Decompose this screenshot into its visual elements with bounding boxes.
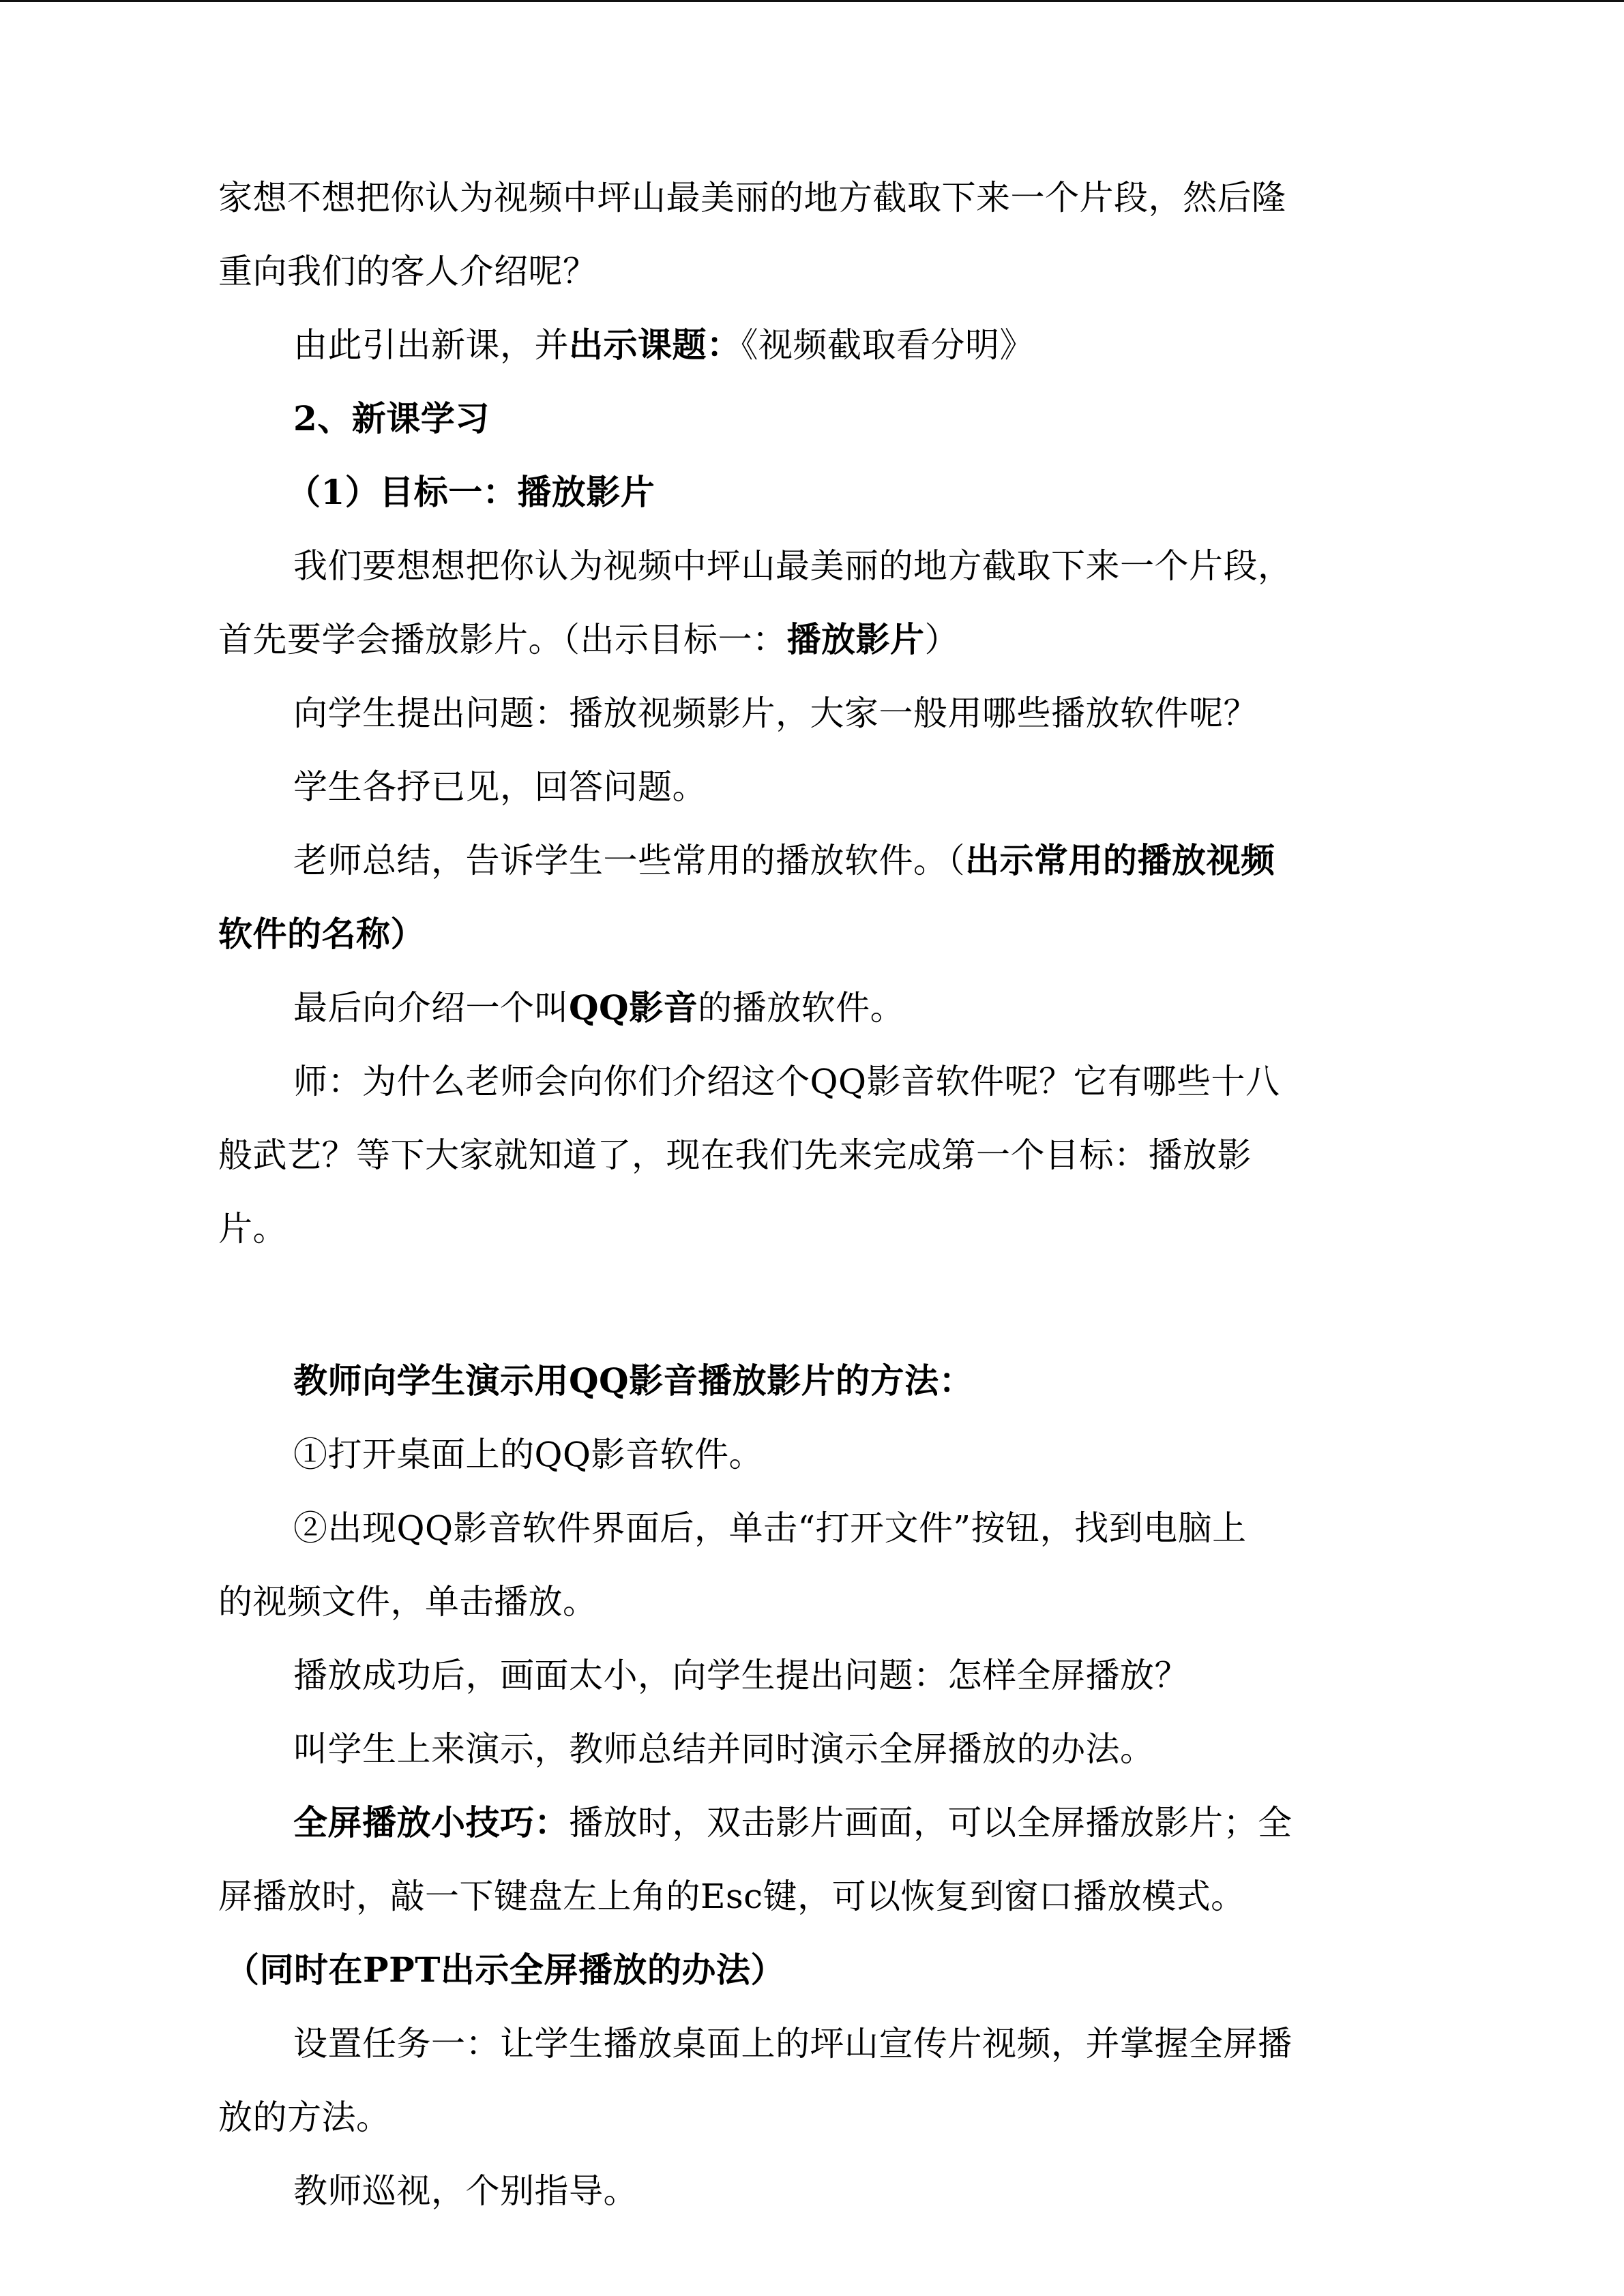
text-line: [293, 765, 707, 809]
text-line: [218, 1133, 1252, 1177]
bold-text: 出示常用的播放视频: [965, 840, 1275, 880]
text-line: [293, 1654, 1189, 1697]
text-line: [293, 691, 1258, 735]
text-line: [293, 1060, 1280, 1103]
text-line: [218, 1875, 1245, 1918]
text-line: [218, 1580, 597, 1624]
text-run: 的视频文件，单击播放。: [218, 1582, 597, 1622]
bold-text: 软件的名称）: [218, 914, 425, 954]
text-run: ）: [924, 620, 959, 659]
text-run: 师：为什么老师会向你们介绍这个QQ影音软件呢？它有哪些十八: [293, 1062, 1280, 1101]
bold-text: （1）目标一：播放影片: [286, 472, 655, 512]
text-line: [218, 2096, 391, 2139]
text-run: 播放成功后，画面太小，向学生提出问题：怎样全屏播放？: [293, 1656, 1189, 1695]
bold-text: 出示课题：: [569, 325, 741, 365]
text-line: [218, 912, 425, 956]
page-top-border: [0, 0, 1624, 2]
bold-text: 播放影片: [786, 619, 925, 659]
text-run: 《视频截取看分明》: [741, 325, 1034, 365]
text-run: 由此引出新课，并: [293, 325, 569, 365]
text-run: 向学生提出问题：播放视频影片，大家一般用哪些播放软件呢？: [293, 694, 1258, 733]
step-item: [293, 1506, 1247, 1550]
ppt-note: [225, 1948, 785, 1992]
bold-text: 教师向学生演示用QQ影音播放影片的方法：: [293, 1360, 974, 1401]
text-run: 家想不想把你认为视频中坪山最美丽的地方截取下来一个片段，然后隆: [218, 178, 1286, 218]
text-run: 叫学生上来演示，教师总结并同时演示全屏播放的办法。: [293, 1729, 1155, 1769]
text-run: 般武艺？等下大家就知道了，现在我们先来完成第一个目标：播放影: [218, 1135, 1252, 1175]
text-run: 老师总结，告诉学生一些常用的播放软件。（: [293, 841, 965, 880]
text-run: 放的方法。: [218, 2098, 391, 2137]
text-line: [218, 176, 1286, 220]
section-heading: [293, 397, 490, 441]
subsection-heading: [286, 471, 655, 514]
bold-text: 全屏播放小技巧：: [293, 1802, 569, 1843]
step-item: [293, 1433, 763, 1476]
text-run: 设置任务一：让学生播放桌面上的坪山宣传片视频，并掌握全屏播: [293, 2024, 1293, 2063]
text-run: 最后向介绍一个叫: [293, 988, 569, 1028]
text-run: 首先要学会播放影片。（出示目标一：: [218, 620, 787, 659]
bold-text: 2、新课学习: [293, 398, 490, 438]
text-run: ①打开桌面上的QQ影音软件。: [293, 1435, 763, 1474]
text-run: 重向我们的客人介绍呢？: [218, 252, 597, 291]
bold-text: QQ影音: [569, 987, 698, 1028]
tip-line: [293, 1801, 1293, 1845]
demo-heading: [293, 1359, 973, 1403]
text-run: 教师巡视，个别指导。: [293, 2171, 638, 2211]
text-run: 播放时，双击影片画面，可以全屏播放影片；全: [569, 1803, 1293, 1843]
text-run: 学生各抒已见，回答问题。: [293, 767, 707, 807]
text-run: 屏播放时，敲一下键盘左上角的Esc键，可以恢复到窗口播放模式。: [218, 1877, 1245, 1916]
text-line: [293, 323, 1034, 367]
task-line: [293, 2022, 1293, 2066]
text-line: [293, 544, 1293, 588]
text-line: [293, 839, 1275, 882]
text-line: [293, 2169, 638, 2213]
text-run: ②出现QQ影音软件界面后，单击“打开文件”按钮，找到电脑上: [293, 1508, 1247, 1548]
text-line: [218, 250, 597, 293]
text-run: 片。: [218, 1209, 287, 1249]
bold-text: （同时在PPT出示全屏播放的办法）: [225, 1950, 785, 1990]
text-run: 的播放软件。: [698, 988, 905, 1028]
text-line: [218, 618, 959, 661]
text-line: [293, 1727, 1155, 1771]
text-line: [218, 1207, 287, 1251]
text-run: 我们要想想把你认为视频中坪山最美丽的地方截取下来一个片段，: [293, 546, 1293, 586]
text-line: [293, 986, 904, 1030]
